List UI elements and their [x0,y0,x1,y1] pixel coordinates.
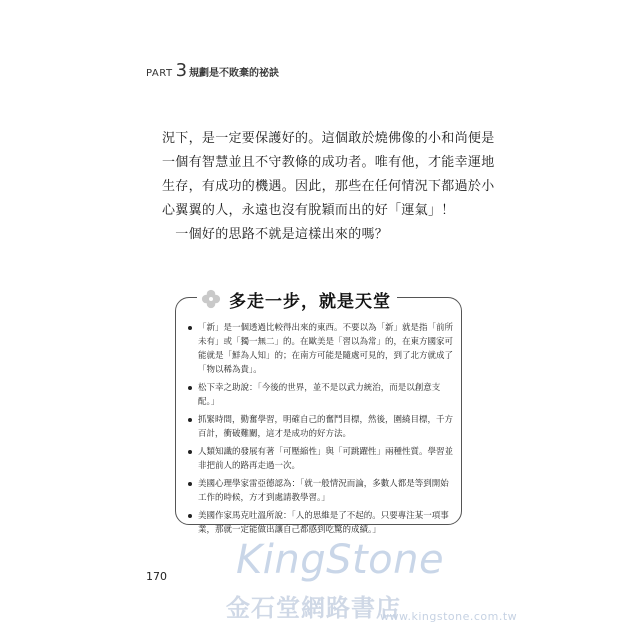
running-header [146,62,279,80]
list-item [188,321,458,377]
list-item-text: 人類知識的發展有著「可壓縮性」與「可跳躍性」兩種性質。學習並 非把前人的路再走過一次。 [198,447,454,471]
page-number: 170 [146,570,167,583]
clover-icon [201,289,221,309]
body-line: 一個有智慧並且不守教條的成功者。唯有他，才能幸運地 [162,155,495,170]
list-item [188,413,458,441]
list-item [188,381,458,409]
bullet-dot [188,450,192,454]
body-line: 一個好的思路不就是這樣出來的嗎？ [162,227,389,242]
watermark-chinese-name: 金石堂網路書店 [226,593,401,622]
list-item [188,509,458,537]
body-line: 況下，是一定要保護好的。這個敢於燒佛像的小和尚便是 [162,131,495,146]
watermark-logo: KingStone [236,537,445,583]
watermark-url: www.kingstone.com.tw [380,610,518,623]
list-item-text: 美國作家馬克吐溫所說：「人的思維是了不起的。只要專注某一項事 業，那就一定能做出讓自己都感到吃驚的成績。」 [198,511,449,535]
tips-list [188,321,458,541]
bullet-dot [188,386,192,390]
list-item-text: 抓緊時間，勤奮學習，明確自己的奮鬥目標，然後，圍繞目標，千方 百計，衝破難關，這才是成功的好方法。 [198,415,454,439]
chapter-title: 規劃是不敗棄的祕訣 [189,68,280,79]
list-item-text: 松下幸之助說：「今後的世界，並不是以武力統治，而是以創意支 配。」 [198,383,441,407]
list-item-text: 「新」是一個透過比較得出來的東西。不要以為「新」就是指「前所 未有」或「獨一無二」的。在歐美是「習以為常」的，在東方國家可 能就是「鮮為人知」的；在南方可能是隨處可見的，到了北方就成了 「物以稀為貴」。 [198,323,454,375]
body-text [162,127,495,247]
list-item [188,445,458,473]
bullet-dot [188,326,192,330]
bullet-dot [188,514,192,518]
tips-box-title: 多走一步，就是天堂 [229,291,391,312]
body-line: 生存，有成功的機遇。因此，那些在任何情況下都過於小 [162,179,495,194]
part-label: PART [146,68,173,79]
tips-box-header [197,287,397,311]
body-line: 心翼翼的人，永遠也沒有脫穎而出的好「運氣」！ [162,203,455,218]
bullet-dot [188,482,192,486]
list-item [188,477,458,505]
part-number: 3 [175,60,188,81]
bullet-dot [188,418,192,422]
list-item-text: 美國心理學家雷亞德認為：「就一般情況而論，多數人都是等到開始 工作的時候，方才到處請教學習。」 [198,479,449,503]
